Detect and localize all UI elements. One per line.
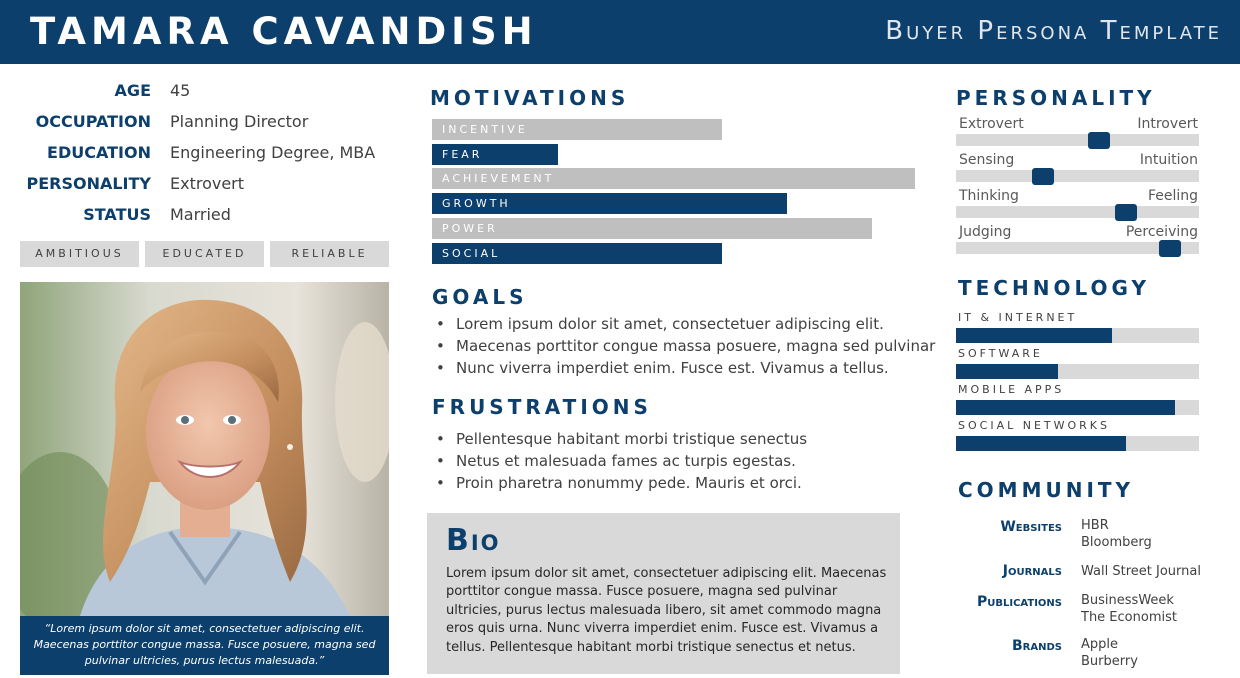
trait-slider-track [956, 242, 1199, 254]
field-occupation [0, 112, 400, 136]
trait-left-label: Extrovert [959, 116, 1024, 132]
community-value: BusinessWeek [1081, 593, 1174, 608]
bio-title: Bio [446, 523, 501, 558]
bio-box [427, 513, 900, 674]
community-value: Burberry [1081, 654, 1138, 669]
list-item: • Proin pharetra nonummy pede. Mauris et orci. [432, 472, 807, 494]
tech-label: MOBILE APPS [958, 383, 1065, 396]
field-label: AGE [114, 81, 151, 100]
bio-line: Lorem ipsum dolor sit amet, consectetuer adipiscing elit. Maecenas [446, 566, 887, 581]
persona-quote [20, 616, 389, 675]
community-value: Apple [1081, 637, 1119, 652]
tech-bar-track [956, 400, 1199, 415]
community-values [1081, 563, 1201, 580]
tech-label: IT & INTERNET [958, 311, 1078, 324]
community-label-journals: Journals [1002, 563, 1062, 579]
motivation-bar-fear: FEAR [432, 144, 558, 165]
tech-label: SOFTWARE [958, 347, 1043, 360]
field-label: STATUS [83, 205, 151, 224]
tag-ambitious: AMBITIOUS [20, 241, 139, 267]
trait-slider-knob [1159, 240, 1181, 257]
trait-slider-track [956, 170, 1199, 182]
motivation-bar-social: SOCIAL [432, 243, 722, 264]
community-title: COMMUNITY [958, 478, 1135, 502]
motivations-title: MOTIVATIONS [430, 86, 630, 110]
list-item: • Netus et malesuada fames ac turpis egestas. [432, 450, 807, 472]
list-item: • Lorem ipsum dolor sit amet, consectetuer adipiscing elit. [432, 313, 935, 335]
trait-right-label: Feeling [1147, 188, 1198, 204]
bio-text [446, 565, 886, 657]
tech-bar-fill [956, 400, 1175, 415]
community-values [1081, 592, 1177, 626]
field-value: Engineering Degree, MBA [170, 143, 376, 162]
community-values [1081, 636, 1138, 670]
list-item: • Nunc viverra imperdiet enim. Fusce est. Vivamus a tellus. [432, 357, 935, 379]
trait-left-label: Judging [959, 224, 1012, 240]
trait-right-label: Intuition [1139, 152, 1198, 168]
quote-line: Maecenas porttitor congue massa. Fusce posuere, magna sed [33, 638, 376, 651]
tech-bar-fill [956, 364, 1058, 379]
community-label-websites: Websites [1000, 519, 1062, 535]
field-personality [0, 174, 400, 198]
tech-bar-track [956, 436, 1199, 451]
persona-photo [20, 282, 389, 616]
goals-list [432, 313, 935, 379]
community-value: Wall Street Journal [1081, 564, 1201, 579]
field-label: OCCUPATION [35, 112, 151, 131]
motivation-bar-power: POWER [432, 218, 872, 239]
technology-title: TECHNOLOGY [958, 276, 1150, 300]
community-value: Bloomberg [1081, 535, 1152, 550]
motivation-bar-incentive: INCENTIVE [432, 119, 722, 140]
trait-left-label: Sensing [959, 152, 1015, 168]
personality-title: PERSONALITY [956, 86, 1156, 110]
tech-bar-track [956, 364, 1199, 379]
tech-bar-fill [956, 436, 1126, 451]
list-item: • Maecenas porttitor congue massa posuere, magna sed pulvinar [432, 335, 935, 357]
quote-line: “Lorem ipsum dolor sit amet, consectetuer adipiscing elit. [44, 622, 365, 635]
community-value: The Economist [1081, 610, 1177, 625]
list-item: • Pellentesque habitant morbi tristique senectus [432, 428, 807, 450]
field-value: Planning Director [170, 112, 309, 131]
tag-reliable: RELIABLE [270, 241, 389, 267]
template-title: Buyer Persona Template [885, 16, 1222, 46]
tag-educated: EDUCATED [145, 241, 264, 267]
field-label: EDUCATION [47, 143, 151, 162]
field-value: Married [170, 205, 231, 224]
motivation-bar-achievement: ACHIEVEMENT [432, 168, 915, 189]
field-label: PERSONALITY [26, 174, 151, 193]
trait-slider-knob [1032, 168, 1054, 185]
trait-right-label: Introvert [1137, 116, 1198, 132]
motivation-bar-growth: GROWTH [432, 193, 787, 214]
frustrations-list [432, 428, 807, 494]
goals-title: GOALS [432, 285, 528, 309]
trait-slider-track [956, 206, 1199, 218]
quote-line: pulvinar ultricies, purus lectus malesuada.” [84, 654, 325, 667]
community-label-brands: Brands [1012, 638, 1062, 654]
field-value: 45 [170, 81, 191, 100]
field-status [0, 205, 400, 229]
field-education [0, 143, 400, 167]
bio-line: tellus. Pellentesque habitant morbi tristique senectus et netus. [446, 639, 856, 655]
trait-right-label: Perceiving [1125, 224, 1198, 240]
trait-left-label: Thinking [959, 188, 1019, 204]
field-value: Extrovert [170, 174, 245, 193]
tech-bar-fill [956, 328, 1112, 343]
trait-slider-knob [1115, 204, 1137, 221]
community-value: HBR [1081, 518, 1109, 533]
persona-name: TAMARA CAVANDISH [30, 10, 538, 53]
bio-line: ultricies, purus lectus malesuada libero, sit amet commodo magna [446, 602, 882, 618]
frustrations-title: FRUSTRATIONS [432, 395, 652, 419]
trait-slider-track [956, 134, 1199, 146]
community-label-publications: Publications [976, 594, 1062, 610]
header-bar [0, 0, 1240, 64]
bio-line: porttitor congue massa. Fusce posuere, magna sed pulvinar [446, 584, 838, 600]
field-age [0, 81, 400, 105]
tech-label: SOCIAL NETWORKS [958, 419, 1110, 432]
trait-slider-knob [1088, 132, 1110, 149]
bio-line: eros quis urna. Nunc viverra imperdiet enim. Fusce est. Vivamus a [446, 621, 879, 637]
tech-bar-track [956, 328, 1199, 343]
community-values [1081, 517, 1152, 551]
